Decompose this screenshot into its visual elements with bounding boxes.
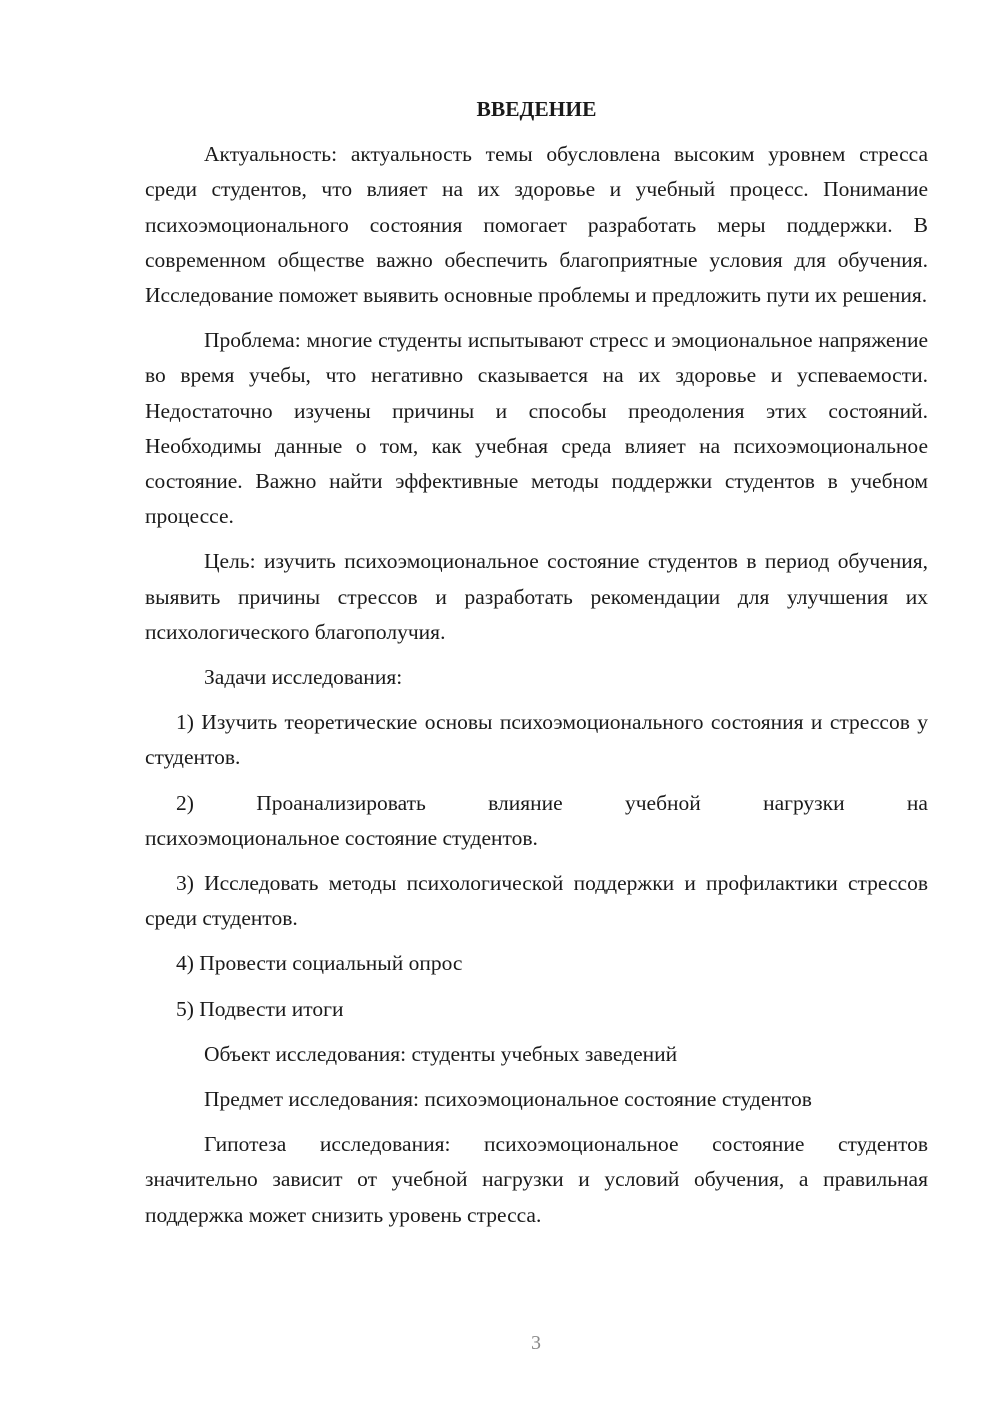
task-item-4: 4) Провести социальный опрос [176, 951, 463, 976]
task-2-word: учебной [624, 790, 701, 815]
task-item-3: 3) Исследовать методы психологической поддержки и профилактики стрессов среди студентов. [145, 871, 928, 931]
task-2-word: на [906, 790, 928, 815]
page-title: ВВЕДЕНИЕ [476, 97, 597, 121]
task-item-2 [145, 786, 928, 821]
task-2-word: 2) [176, 790, 194, 815]
problem-paragraph: Проблема: многие студенты испытывают стресс и эмоциональное напряжение во время учебы, что негативно сказывается на их здоровье и успеваемости. Недостаточно изучены причины и способы преодоления этих состояний. Необходимы данные о том, как учебная среда влияет на психоэмоциональное состояние. Важно найти эффективные методы поддержки студентов в учебном процессе. [145, 328, 928, 529]
tasks-heading: Задачи исследования: [204, 665, 403, 690]
goal-paragraph: Цель: изучить психоэмоциональное состояние студентов в период обучения, выявить причины стрессов и разработать рекомендации для улучшения их психологического благополучия. [145, 549, 928, 644]
page-number: 3 [531, 1332, 541, 1354]
task-2-word: влияние [488, 790, 563, 815]
document-page [145, 92, 928, 1243]
task-item-1: 1) Изучить теоретические основы психоэмоционального состояния и стрессов у студентов. [145, 710, 928, 770]
task-item-5: 5) Подвести итоги [176, 996, 344, 1021]
relevance-paragraph: Актуальность: актуальность темы обусловлена высоким уровнем стресса среди студентов, что влияет на их здоровье и учебный процесс. Понимание психоэмоционального состояния помогает разработать меры поддержки. В современном обществе важно обеспечить благоприятные условия для обучения. Исследование поможет выявить основные проблемы и предложить пути их решения. [145, 142, 928, 308]
task-item-2-continuation: психоэмоциональное состояние студентов. [145, 825, 538, 850]
task-2-word: нагрузки [763, 790, 845, 815]
task-2-word: Проанализировать [256, 790, 426, 815]
research-object: Объект исследования: студенты учебных заведений [204, 1041, 678, 1066]
research-subject: Предмет исследования: психоэмоциональное состояние студентов [204, 1087, 812, 1112]
research-hypothesis: Гипотеза исследования: психоэмоциональное состояние студентов значительно зависит от учебной нагрузки и условий обучения, а правильная поддержка может снизить уровень стресса. [145, 1132, 928, 1227]
